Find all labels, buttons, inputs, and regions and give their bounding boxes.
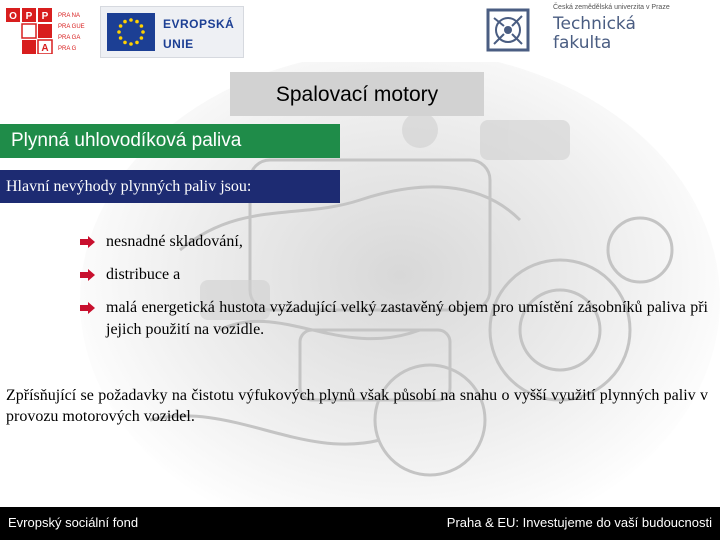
technicka-fakulta-logo (478, 0, 716, 60)
slide-subtitle: Plynná uhlovodíková paliva (11, 130, 242, 151)
slide-title: Spalovací motory (275, 83, 439, 106)
tf-name-line2: fakulta (553, 33, 612, 53)
footer-bar (0, 507, 720, 540)
bullet-item (80, 297, 708, 341)
svg-text:PRA NA: PRA NA (58, 13, 81, 19)
bullet-item (80, 231, 708, 253)
bullet-text: distribuce a (106, 266, 181, 283)
section-heading: Hlavní nevýhody plynných paliv jsou: (6, 177, 252, 195)
svg-text:PRA GUE: PRA GUE (58, 24, 85, 30)
subtitle-bar (0, 124, 340, 158)
tf-university-name: Česká zemědělská univerzita v Praze (553, 4, 670, 11)
arrow-bullet-icon (80, 302, 96, 314)
tf-faculty-name (553, 15, 636, 53)
svg-text:PRA GA: PRA GA (58, 35, 81, 41)
tf-emblem-icon (486, 8, 530, 52)
eu-logo-line2: UNIE (163, 37, 194, 51)
arrow-bullet-icon (80, 236, 96, 248)
eu-flag-icon (107, 13, 155, 51)
tf-name-line1: Technická (553, 14, 636, 34)
footer-right-text: Praha & EU: Investujeme do vaší budoucnosti (446, 515, 712, 530)
opp-letter-p2: P (41, 11, 49, 22)
body-paragraph: Zpřísňující se požadavky na čistotu výfukových plynů však působí na snahu o vyšší využití plynných paliv v provozu motorových vozidel. (6, 387, 708, 425)
footer-left-text: Evropský sociální fond (8, 515, 139, 530)
eu-logo-line1: EVROPSKÁ (163, 17, 235, 31)
opp-letter-p1: P (25, 11, 33, 22)
slide-title-box (230, 72, 484, 116)
eu-logo (100, 6, 244, 58)
eu-logo-text (163, 17, 234, 51)
header-bar (0, 0, 720, 62)
opp-logo (6, 8, 94, 54)
opp-letter-a: A (41, 43, 49, 54)
bullet-list (80, 231, 708, 341)
section-heading-bar (0, 170, 340, 203)
opp-letter-o: O (9, 11, 17, 22)
bullet-text: malá energetická hustota vyžadující velký zastavěný objem pro umístění zásobníků paliva při jejich použití na vozidle. (106, 299, 708, 338)
svg-text:PRA G: PRA G (58, 46, 77, 52)
bullet-item (80, 264, 708, 286)
bullet-text: nesnadné skladování, (106, 233, 243, 250)
arrow-bullet-icon (80, 269, 96, 281)
